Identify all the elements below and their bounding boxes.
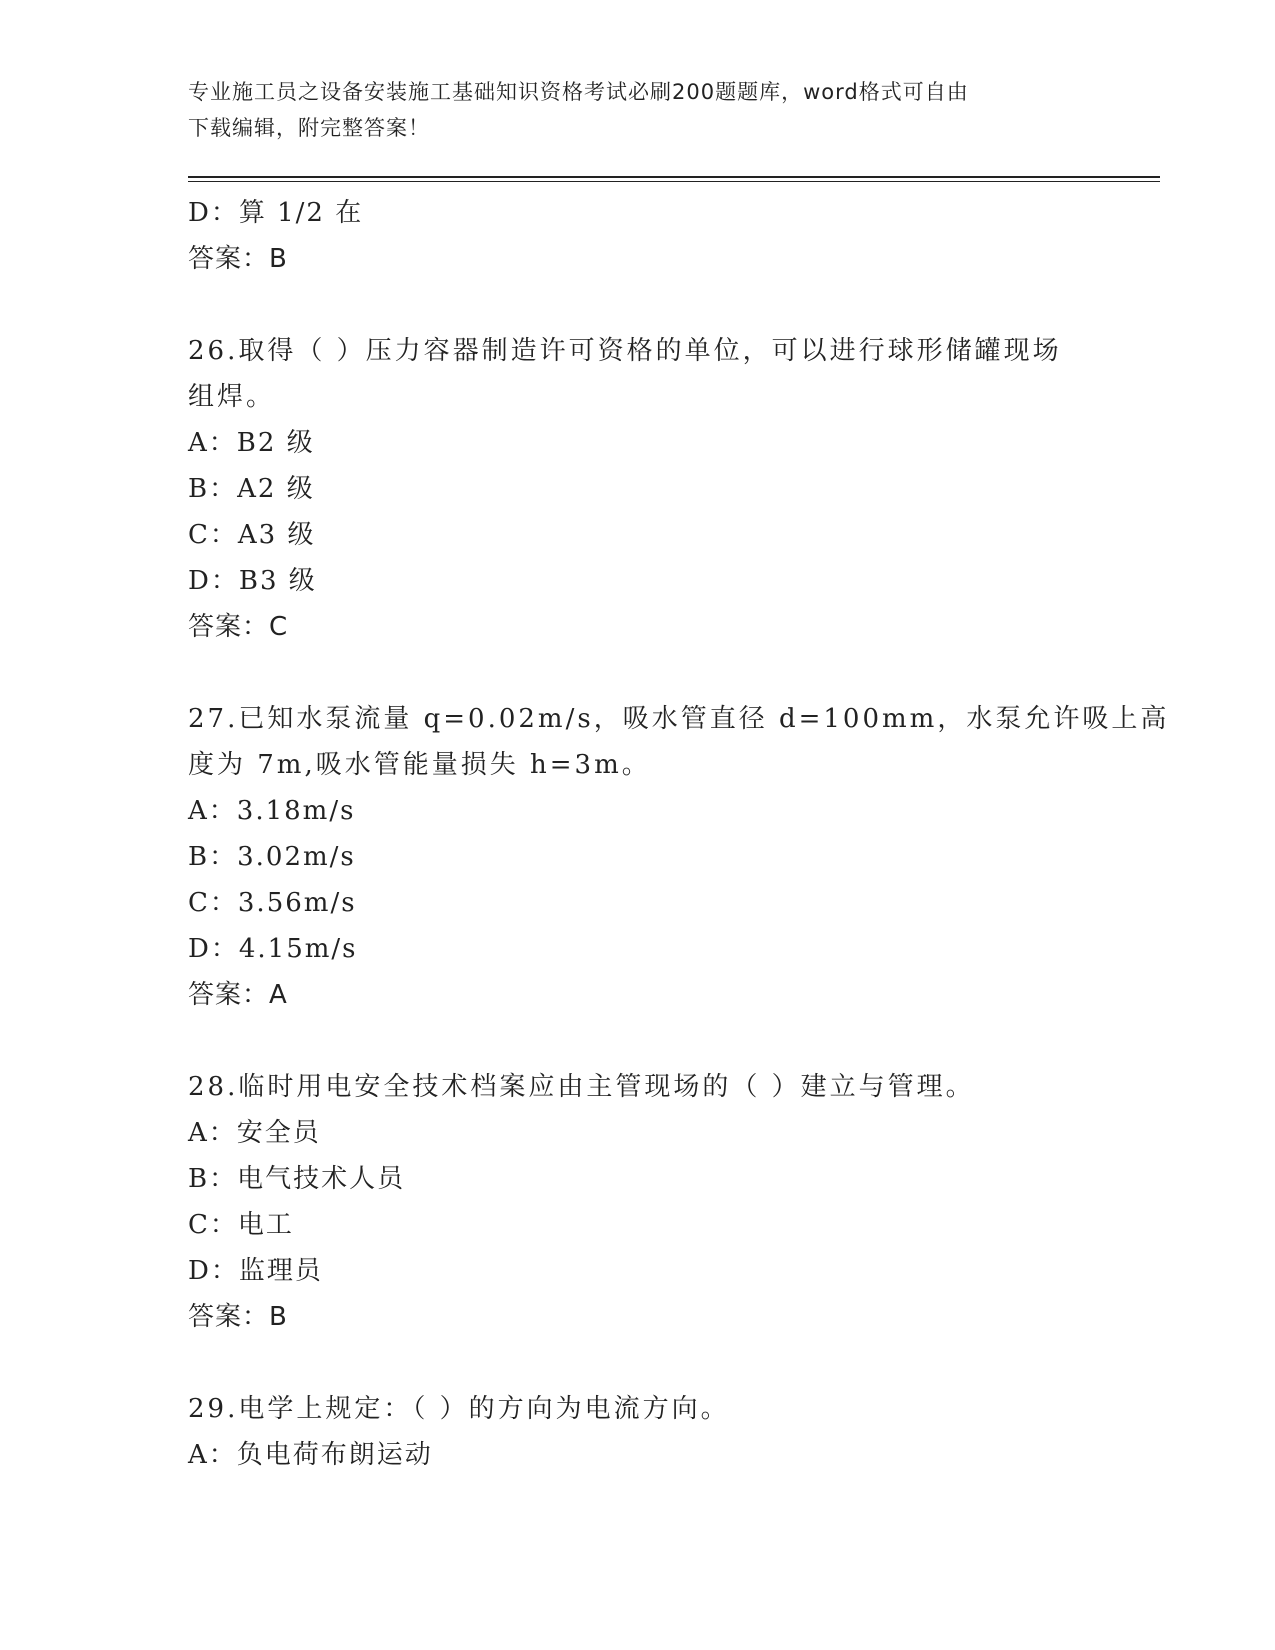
option-d: D：算 1/2 在 xyxy=(188,198,364,228)
question-26 xyxy=(188,328,1108,650)
option-d: D：B3 级 xyxy=(188,566,317,596)
question-stem-cont: 度为 7m,吸水管能量损失 h=3m。 xyxy=(188,750,651,780)
option-b: B：3.02m/s xyxy=(188,842,356,872)
header-line-2: 下载编辑，附完整答案！ xyxy=(188,116,430,140)
answer-line: 答案：B xyxy=(188,244,288,274)
answer-line: 答案：C xyxy=(188,612,289,642)
question-29 xyxy=(188,1386,1108,1478)
header-divider-thin xyxy=(188,181,1160,182)
question-25-tail xyxy=(188,190,1108,282)
option-b: B：A2 级 xyxy=(188,474,315,504)
question-27 xyxy=(188,696,1170,1018)
option-d: D：4.15m/s xyxy=(188,934,358,964)
document-body xyxy=(188,190,1170,1478)
header-divider-thick xyxy=(188,176,1160,178)
question-stem: 26.取得（ ）压力容器制造许可资格的单位，可以进行球形储罐现场 xyxy=(188,336,1062,366)
option-c: C：电工 xyxy=(188,1210,294,1240)
option-d: D：监理员 xyxy=(188,1256,323,1286)
option-a: A：安全员 xyxy=(188,1118,321,1148)
option-b: B：电气技术人员 xyxy=(188,1164,406,1194)
header-line-1: 专业施工员之设备安装施工基础知识资格考试必刷200题题库，word格式可自由 xyxy=(188,80,969,104)
option-c: C：A3 级 xyxy=(188,520,316,550)
document-header xyxy=(188,74,1088,146)
question-stem: 27.已知水泵流量 q=0.02m/s，吸水管直径 d=100mm，水泵允许吸上高 xyxy=(188,704,1170,734)
option-a: A：3.18m/s xyxy=(188,796,356,826)
answer-line: 答案：A xyxy=(188,980,288,1010)
answer-line: 答案：B xyxy=(188,1302,288,1332)
question-stem: 28.临时用电安全技术档案应由主管现场的（ ）建立与管理。 xyxy=(188,1072,975,1102)
question-stem-cont: 组焊。 xyxy=(188,382,276,412)
option-a: A：B2 级 xyxy=(188,428,315,458)
option-a: A：负电荷布朗运动 xyxy=(188,1440,433,1470)
question-stem: 29.电学上规定：（ ）的方向为电流方向。 xyxy=(188,1394,730,1424)
option-c: C：3.56m/s xyxy=(188,888,357,918)
question-28 xyxy=(188,1064,1108,1340)
